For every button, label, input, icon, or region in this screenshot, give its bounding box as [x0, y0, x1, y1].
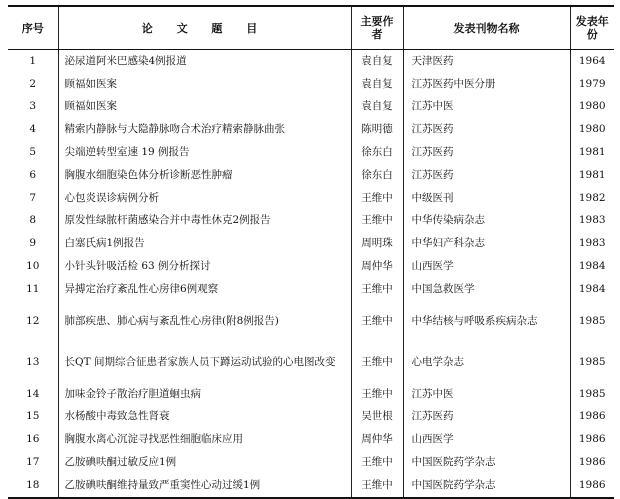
table-row	[8, 406, 614, 429]
cell-title: 顾福如医案	[58, 96, 351, 119]
header-author: 主要作者	[351, 6, 403, 50]
cell-title: 白塞氏病1例报告	[58, 232, 351, 255]
cell-no: 13	[8, 342, 58, 383]
cell-journal: 江苏医药	[403, 406, 570, 429]
cell-year: 1985	[570, 301, 614, 342]
cell-year: 1984	[570, 255, 614, 278]
cell-year: 1986	[570, 451, 614, 474]
cell-title: 原发性绿脓杆菌感染合并中毒性休克2例报告	[58, 210, 351, 233]
cell-author: 袁自复	[351, 96, 403, 119]
cell-year: 1985	[570, 383, 614, 406]
cell-year: 1986	[570, 474, 614, 498]
table-row	[8, 383, 614, 406]
cell-title: 胸腹水离心沉淀寻找恶性细胞临床应用	[58, 428, 351, 451]
cell-author: 袁自复	[351, 73, 403, 96]
table-row	[8, 73, 614, 96]
cell-no: 1	[8, 50, 58, 73]
cell-no: 11	[8, 278, 58, 301]
cell-no: 15	[8, 406, 58, 429]
cell-author: 王维中	[351, 301, 403, 342]
cell-no: 16	[8, 428, 58, 451]
table-row	[8, 342, 614, 383]
cell-year: 1980	[570, 96, 614, 119]
cell-no: 6	[8, 164, 58, 187]
cell-no: 8	[8, 210, 58, 233]
cell-year: 1964	[570, 50, 614, 73]
cell-year: 1985	[570, 342, 614, 383]
cell-no: 10	[8, 255, 58, 278]
cell-no: 3	[8, 96, 58, 119]
cell-journal: 江苏医药中医分册	[403, 73, 570, 96]
table-row	[8, 118, 614, 141]
cell-journal: 中华妇产科杂志	[403, 232, 570, 255]
table-row	[8, 255, 614, 278]
cell-year: 1986	[570, 406, 614, 429]
header-no: 序号	[8, 6, 58, 50]
header-year: 发表年份	[570, 6, 614, 50]
table-header	[8, 6, 614, 50]
cell-journal: 中级医刊	[403, 187, 570, 210]
cell-journal: 山西医学	[403, 255, 570, 278]
table-row	[8, 278, 614, 301]
cell-title: 顾福如医案	[58, 73, 351, 96]
cell-no: 2	[8, 73, 58, 96]
cell-no: 17	[8, 451, 58, 474]
cell-no: 12	[8, 301, 58, 342]
cell-journal: 中国急救医学	[403, 278, 570, 301]
cell-journal: 江苏医药	[403, 164, 570, 187]
cell-author: 王维中	[351, 210, 403, 233]
cell-author: 王维中	[351, 187, 403, 210]
cell-author: 王维中	[351, 474, 403, 498]
header-title-text: 论 文 题 目	[141, 21, 268, 35]
cell-title: 异搏定治疗紊乱性心房律6例观察	[58, 278, 351, 301]
cell-journal: 中华传染病杂志	[403, 210, 570, 233]
cell-author: 陈明德	[351, 118, 403, 141]
table-row	[8, 232, 614, 255]
cell-author: 周明珠	[351, 232, 403, 255]
cell-journal: 中国医院药学杂志	[403, 451, 570, 474]
cell-title: 肺部疾患、肺心病与紊乱性心房律(附8例报告)	[58, 301, 351, 342]
table-row	[8, 210, 614, 233]
table-row	[8, 301, 614, 342]
cell-title: 心包炎误诊病例分析	[58, 187, 351, 210]
cell-no: 5	[8, 141, 58, 164]
cell-author: 王维中	[351, 383, 403, 406]
cell-no: 7	[8, 187, 58, 210]
cell-year: 1983	[570, 232, 614, 255]
publication-table	[8, 5, 614, 499]
cell-title: 泌尿道阿米巴感染4例报道	[58, 50, 351, 73]
cell-author: 周仲华	[351, 255, 403, 278]
cell-author: 王维中	[351, 342, 403, 383]
table-row	[8, 50, 614, 73]
cell-year: 1983	[570, 210, 614, 233]
cell-title: 加味金铃子散治疗胆道蛔虫病	[58, 383, 351, 406]
cell-title: 尖端逆转型室速 19 例报告	[58, 141, 351, 164]
cell-journal: 山西医学	[403, 428, 570, 451]
cell-author: 王维中	[351, 278, 403, 301]
table-row	[8, 474, 614, 498]
cell-year: 1982	[570, 187, 614, 210]
cell-title: 精索内静脉与大隐静脉吻合术治疗精索静脉曲张	[58, 118, 351, 141]
publication-list-page	[8, 5, 614, 499]
cell-year: 1981	[570, 141, 614, 164]
cell-no: 4	[8, 118, 58, 141]
cell-journal: 江苏医药	[403, 118, 570, 141]
cell-no: 14	[8, 383, 58, 406]
cell-year: 1979	[570, 73, 614, 96]
cell-year: 1986	[570, 428, 614, 451]
table-row	[8, 428, 614, 451]
cell-journal: 江苏医药	[403, 141, 570, 164]
cell-year: 1984	[570, 278, 614, 301]
table-row	[8, 141, 614, 164]
cell-journal: 天津医药	[403, 50, 570, 73]
cell-journal: 江苏中医	[403, 383, 570, 406]
cell-title: 乙胺碘呋酮过敏反应1例	[58, 451, 351, 474]
header-row	[8, 6, 614, 50]
cell-author: 徐东白	[351, 164, 403, 187]
cell-journal: 中国医院药学杂志	[403, 474, 570, 498]
cell-no: 18	[8, 474, 58, 498]
cell-year: 1980	[570, 118, 614, 141]
cell-no: 9	[8, 232, 58, 255]
table-row	[8, 164, 614, 187]
table-row	[8, 96, 614, 119]
header-title	[58, 6, 351, 50]
cell-author: 周仲华	[351, 428, 403, 451]
table-row	[8, 451, 614, 474]
cell-title: 长QT 间期综合征患者家族人员下蹲运动试验的心电图改变	[58, 342, 351, 383]
cell-title: 小针头针吸活检 63 例分析探讨	[58, 255, 351, 278]
cell-title: 胸腹水细胞染色体分析诊断恶性肿瘤	[58, 164, 351, 187]
cell-title: 乙胺碘呋酮维持量致严重窦性心动过缓1例	[58, 474, 351, 498]
cell-author: 王维中	[351, 451, 403, 474]
cell-journal: 中华结核与呼吸系疾病杂志	[403, 301, 570, 342]
table-row	[8, 187, 614, 210]
cell-author: 袁自复	[351, 50, 403, 73]
cell-year: 1981	[570, 164, 614, 187]
cell-journal: 心电学杂志	[403, 342, 570, 383]
cell-author: 徐东白	[351, 141, 403, 164]
cell-author: 吴世根	[351, 406, 403, 429]
cell-journal: 江苏中医	[403, 96, 570, 119]
cell-title: 水杨酸中毒致急性肾衰	[58, 406, 351, 429]
header-journal: 发表刊物名称	[403, 6, 570, 50]
table-body	[8, 50, 614, 498]
